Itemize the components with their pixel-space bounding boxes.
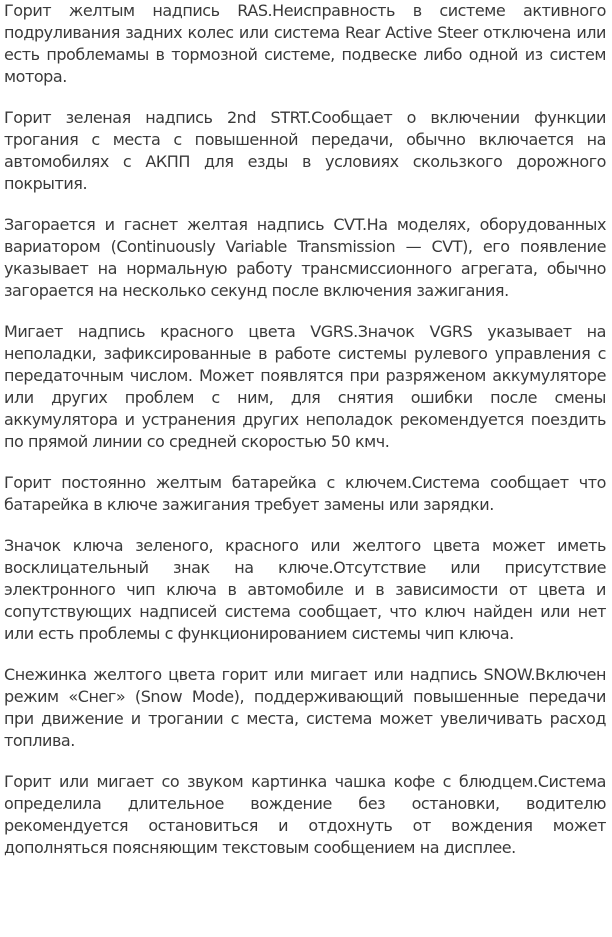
paragraph-ras: Горит желтым надпись RAS.Неисправность в системе активного подруливания задних колес или система Rear Active Steer отключена или есть проблемамы в тормозной системе, подвеске либо одной из систем мотора. (4, 1, 606, 86)
paragraph-2nd-strt: Горит зеленая надпись 2nd STRT.Сообщает о включении функции трогания с места с повышенной передачи, обычно включается на автомобилях с АКПП для езды в условиях скользкого дорожного покрытия. (4, 108, 606, 193)
paragraph-key-icon: Значок ключа зеленого, красного или желтого цвета может иметь восклицательный знак на ключе.Отсутствие или присутствие электронного чип ключа в автомобиле и в зависимости от цвета и сопутствующих надписей система сообщает, что ключ найден или нет или есть проблемы с функционированием системы чип ключа. (4, 536, 606, 643)
article-body (4, 0, 606, 878)
paragraph-key-battery: Горит постоянно желтым батарейка с ключем.Система сообщает что батарейка в ключе зажигания требует замены или зарядки. (4, 473, 606, 514)
paragraph-vgrs: Мигает надпись красного цвета VGRS.Значок VGRS указывает на неполадки, зафиксированные в работе системы рулевого управления с передаточным числом. Может появлятся при разряженом аккумуляторе или других проблем с ним, для снятия ошибки после смены аккумулятора и устранения других неполадок рекомендуется поездить по прямой линии со средней скоростью 50 кмч. (4, 322, 606, 451)
paragraph-snow: Снежинка желтого цвета горит или мигает или надпись SNOW.Включен режим «Снег» (Snow Mode), поддерживающий повышенные передачи при движение и трогании с места, система может увеличивать расход топлива. (4, 665, 606, 750)
paragraph-coffee-cup: Горит или мигает со звуком картинка чашка кофе с блюдцем.Система определила длительное вождение без остановки, водителю рекомендуется остановиться и отдохнуть от вождения может дополняться поясняющим текстовым сообщением на дисплее. (4, 772, 606, 857)
paragraph-cvt: Загорается и гаснет желтая надпись CVT.На моделях, оборудованных вариатором (Continuously Variable Transmission — CVT), его появление указывает на нормальную работу трансмиссионного агрегата, обычно загорается на несколько секунд после включения зажигания. (4, 215, 606, 300)
